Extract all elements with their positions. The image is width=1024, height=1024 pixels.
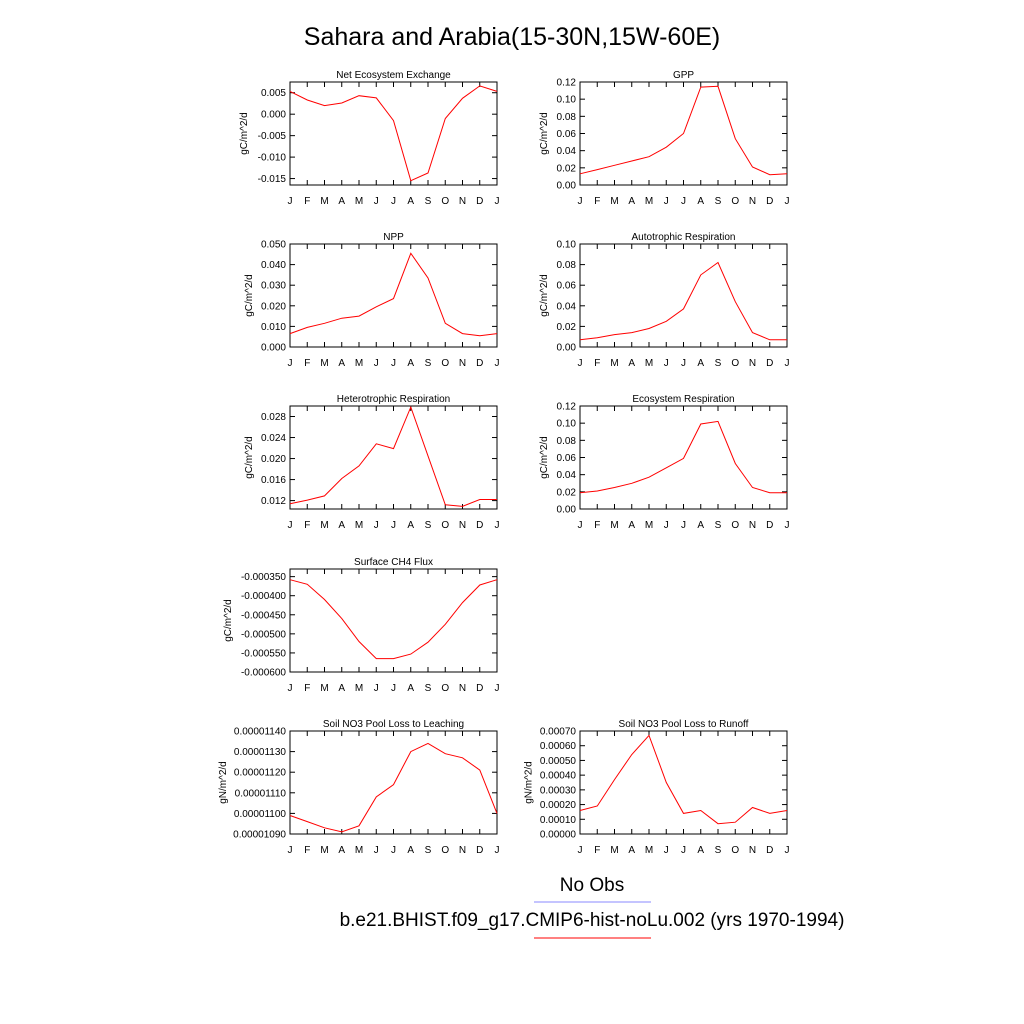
x-tick-label: O [441, 845, 450, 856]
panel-4 [539, 232, 789, 369]
x-tick-label: J [373, 196, 379, 207]
y-tick-label: 0.00060 [539, 741, 576, 753]
x-tick-label: A [697, 196, 705, 207]
x-tick-label: S [714, 196, 722, 207]
x-tick-label: F [304, 358, 311, 369]
series-line [580, 421, 787, 492]
x-tick-label: O [731, 196, 740, 207]
x-tick-label: J [494, 520, 500, 531]
x-tick-label: M [354, 358, 364, 369]
x-tick-label: A [628, 845, 636, 856]
x-tick-label: M [320, 196, 329, 207]
x-tick-label: A [407, 196, 415, 207]
series-line [580, 263, 787, 340]
y-tick-label: 0.00030 [539, 785, 576, 797]
x-tick-label: M [354, 196, 364, 207]
x-tick-label: J [287, 358, 293, 369]
x-tick-label: J [391, 196, 396, 207]
x-tick-label: F [594, 845, 601, 856]
x-tick-label: A [697, 845, 705, 856]
series-line [290, 86, 497, 181]
y-axis-label: gC/m^2/d [539, 436, 551, 479]
y-tick-label: 0.10 [556, 239, 576, 251]
y-tick-label: -0.000550 [240, 648, 286, 660]
x-tick-label: M [320, 683, 329, 694]
y-tick-label: 0.10 [556, 418, 576, 430]
panel-title: NPP [383, 232, 404, 243]
legend-obs-label: No Obs [559, 875, 625, 896]
y-tick-label: 0.00 [556, 180, 576, 192]
x-tick-label: M [610, 845, 619, 856]
x-tick-label: O [731, 358, 740, 369]
y-axis-label: gC/m^2/d [238, 112, 250, 155]
y-tick-label: 0.000 [260, 109, 286, 121]
y-tick-label: 0.024 [260, 433, 286, 445]
x-tick-label: N [458, 358, 467, 369]
y-tick-label: 0.04 [556, 470, 576, 482]
panel-1 [239, 70, 500, 207]
y-tick-label: 0.12 [556, 401, 576, 413]
y-tick-label: 0.06 [556, 280, 576, 292]
x-tick-label: M [610, 196, 619, 207]
y-tick-label: 0.00070 [539, 726, 576, 738]
x-tick-label: F [594, 196, 601, 207]
panel-7 [223, 557, 499, 694]
x-tick-label: J [663, 358, 669, 369]
x-tick-label: F [594, 358, 601, 369]
y-tick-label: 0.00 [556, 504, 576, 516]
x-tick-label: J [494, 196, 500, 207]
y-axis-label: gN/m^2/d [523, 761, 535, 804]
x-tick-label: J [784, 520, 790, 531]
x-tick-label: J [577, 196, 583, 207]
x-tick-label: J [577, 358, 583, 369]
y-tick-label: 0.04 [556, 146, 576, 158]
x-tick-label: M [320, 845, 329, 856]
y-tick-label: 0.050 [260, 239, 286, 251]
x-tick-label: M [644, 845, 654, 856]
x-tick-label: D [766, 358, 774, 369]
x-tick-label: O [441, 683, 450, 694]
x-tick-label: J [287, 520, 293, 531]
plot-frame [290, 244, 497, 347]
y-tick-label: 0.02 [556, 163, 576, 175]
x-tick-label: A [338, 683, 346, 694]
x-tick-label: S [424, 196, 432, 207]
x-tick-label: O [441, 520, 450, 531]
x-tick-label: J [681, 520, 686, 531]
y-tick-label: -0.000450 [240, 610, 286, 622]
y-tick-label: 0.00000 [539, 829, 576, 841]
x-tick-label: A [407, 845, 415, 856]
x-tick-label: F [304, 845, 311, 856]
y-tick-label: 0.005 [260, 88, 286, 100]
series-line [290, 743, 497, 832]
x-tick-label: D [766, 196, 774, 207]
x-tick-label: J [784, 845, 790, 856]
x-tick-label: N [458, 845, 467, 856]
panel-2 [539, 70, 789, 207]
y-tick-label: 0.028 [260, 412, 286, 424]
x-tick-label: D [766, 845, 774, 856]
y-tick-label: 0.00001120 [233, 767, 286, 779]
y-tick-label: 0.000 [260, 342, 286, 354]
x-tick-label: S [424, 683, 432, 694]
panel-title: Surface CH4 Flux [354, 557, 433, 568]
y-tick-label: 0.04 [556, 301, 576, 313]
x-tick-label: S [424, 845, 432, 856]
x-tick-label: J [391, 358, 396, 369]
y-tick-label: 0.12 [556, 77, 576, 89]
x-tick-label: J [373, 520, 379, 531]
x-tick-label: J [494, 358, 500, 369]
y-tick-label: 0.00040 [539, 770, 576, 782]
x-tick-label: M [320, 520, 329, 531]
y-tick-label: 0.00001090 [233, 829, 286, 841]
y-tick-label: 0.00001140 [233, 726, 286, 738]
x-tick-label: A [628, 358, 636, 369]
x-tick-label: J [391, 845, 396, 856]
plot-frame [290, 731, 497, 834]
series-line [580, 735, 787, 823]
y-tick-label: 0.06 [556, 129, 576, 140]
y-tick-label: 0.040 [260, 260, 286, 272]
y-tick-label: -0.005 [257, 131, 286, 143]
y-tick-label: 0.08 [556, 260, 576, 272]
x-tick-label: M [354, 683, 364, 694]
x-tick-label: A [697, 520, 705, 531]
x-tick-label: J [577, 520, 583, 531]
plot-frame [580, 244, 787, 347]
x-tick-label: N [748, 196, 757, 207]
panel-title: GPP [672, 70, 695, 81]
panel-title: Autotrophic Respiration [631, 232, 736, 243]
x-tick-label: J [373, 683, 379, 694]
y-tick-label: 0.02 [556, 487, 576, 499]
y-tick-label: 0.00001130 [233, 747, 286, 759]
x-tick-label: F [304, 683, 311, 694]
x-tick-label: O [441, 358, 450, 369]
panel-title: Soil NO3 Pool Loss to Runoff [618, 719, 749, 730]
x-tick-label: D [766, 520, 774, 531]
x-tick-label: J [373, 845, 379, 856]
x-tick-label: S [714, 520, 722, 531]
x-tick-label: O [731, 520, 740, 531]
plot-frame [290, 569, 497, 672]
x-tick-label: A [407, 683, 415, 694]
x-tick-label: A [407, 520, 415, 531]
x-tick-label: J [663, 520, 669, 531]
y-tick-label: -0.000600 [240, 667, 286, 679]
series-line [290, 407, 497, 506]
series-line [580, 86, 787, 174]
panel-9 [524, 719, 790, 856]
plot-frame [580, 731, 787, 834]
y-tick-label: 0.02 [556, 321, 576, 333]
y-tick-label: 0.00001110 [234, 788, 286, 800]
y-axis-label: gC/m^2/d [244, 436, 255, 479]
x-tick-label: O [441, 196, 450, 207]
panel-title: Heterotrophic Respiration [336, 394, 451, 405]
x-tick-label: S [424, 358, 432, 369]
plot-frame [290, 406, 497, 509]
x-tick-label: M [644, 520, 654, 531]
x-tick-label: O [731, 845, 740, 856]
x-tick-label: J [391, 520, 396, 531]
x-tick-label: M [354, 845, 364, 856]
x-tick-label: J [373, 358, 379, 369]
panel-title: Ecosystem Respiration [632, 394, 735, 405]
series-line [290, 253, 497, 335]
y-tick-label: 0.016 [260, 475, 286, 487]
x-tick-label: J [287, 845, 293, 856]
y-tick-label: 0.00010 [539, 814, 576, 826]
panel-3 [244, 232, 500, 369]
legend-model-label: b.e21.BHIST.f09_g17.CMIP6-hist-noLu.002 (yrs 1970-1994) [339, 910, 845, 931]
x-tick-label: M [644, 358, 654, 369]
panel-title: Soil NO3 Pool Loss to Leaching [322, 719, 465, 730]
x-tick-label: F [594, 520, 601, 531]
y-axis-label: gC/m^2/d [244, 274, 255, 317]
y-tick-label: 0.00020 [539, 800, 576, 812]
x-tick-label: D [476, 520, 484, 531]
x-tick-label: M [610, 520, 619, 531]
y-tick-label: 0.030 [260, 280, 286, 292]
y-axis-label: gN/m^2/d [218, 761, 229, 804]
plot-frame [290, 82, 497, 185]
x-tick-label: D [476, 196, 484, 207]
x-tick-label: J [681, 358, 686, 369]
y-tick-label: -0.000500 [240, 629, 286, 641]
panels [218, 70, 790, 856]
x-tick-label: F [304, 196, 311, 207]
x-tick-label: A [338, 845, 346, 856]
y-tick-label: -0.000350 [240, 572, 286, 584]
y-tick-label: 0.08 [556, 435, 576, 447]
y-tick-label: 0.10 [556, 94, 576, 106]
figure-title: Sahara and Arabia(15-30N,15W-60E) [303, 23, 721, 51]
y-tick-label: 0.020 [260, 454, 286, 466]
x-tick-label: S [714, 845, 722, 856]
x-tick-label: J [663, 196, 669, 207]
x-tick-label: A [338, 196, 346, 207]
x-tick-label: N [748, 845, 757, 856]
x-tick-label: M [644, 196, 654, 207]
x-tick-label: A [697, 358, 705, 369]
panel-6 [539, 394, 789, 531]
panel-8 [218, 719, 500, 856]
x-tick-label: J [577, 845, 583, 856]
y-axis-label: gC/m^2/d [223, 599, 235, 642]
x-tick-label: J [494, 683, 500, 694]
x-tick-label: S [424, 520, 432, 531]
x-tick-label: N [458, 520, 467, 531]
y-tick-label: 0.00001100 [233, 808, 286, 820]
x-tick-label: J [784, 196, 790, 207]
y-tick-label: 0.020 [260, 301, 286, 313]
x-tick-label: S [714, 358, 722, 369]
x-tick-label: A [338, 520, 346, 531]
panel-title: Net Ecosystem Exchange [336, 70, 451, 81]
x-tick-label: N [748, 520, 757, 531]
x-tick-label: D [476, 683, 484, 694]
y-tick-label: -0.010 [257, 152, 286, 164]
x-tick-label: J [663, 845, 669, 856]
y-tick-label: 0.00 [556, 342, 576, 354]
x-tick-label: A [628, 520, 636, 531]
x-tick-label: A [628, 196, 636, 207]
panel-5 [244, 394, 500, 531]
x-tick-label: D [476, 845, 484, 856]
y-tick-label: 0.08 [556, 111, 576, 123]
x-tick-label: J [784, 358, 790, 369]
x-tick-label: J [287, 196, 293, 207]
y-tick-label: -0.000400 [240, 591, 286, 603]
x-tick-label: F [304, 520, 311, 531]
x-tick-label: N [458, 196, 467, 207]
x-tick-label: J [494, 845, 500, 856]
x-tick-label: J [287, 683, 293, 694]
y-tick-label: 0.06 [556, 453, 576, 464]
y-tick-label: 0.012 [260, 496, 286, 508]
y-tick-label: 0.010 [260, 321, 286, 333]
x-tick-label: J [391, 683, 396, 694]
x-tick-label: M [320, 358, 329, 369]
y-axis-label: gC/m^2/d [539, 274, 551, 317]
y-tick-label: 0.00050 [539, 755, 576, 767]
series-line [290, 580, 497, 659]
x-tick-label: N [458, 683, 467, 694]
x-tick-label: A [407, 358, 415, 369]
x-tick-label: M [610, 358, 619, 369]
x-tick-label: N [748, 358, 757, 369]
x-tick-label: J [681, 845, 686, 856]
x-tick-label: M [354, 520, 364, 531]
x-tick-label: D [476, 358, 484, 369]
x-tick-label: A [338, 358, 346, 369]
y-tick-label: -0.015 [257, 174, 286, 186]
x-tick-label: J [681, 196, 686, 207]
y-axis-label: gC/m^2/d [539, 112, 551, 155]
